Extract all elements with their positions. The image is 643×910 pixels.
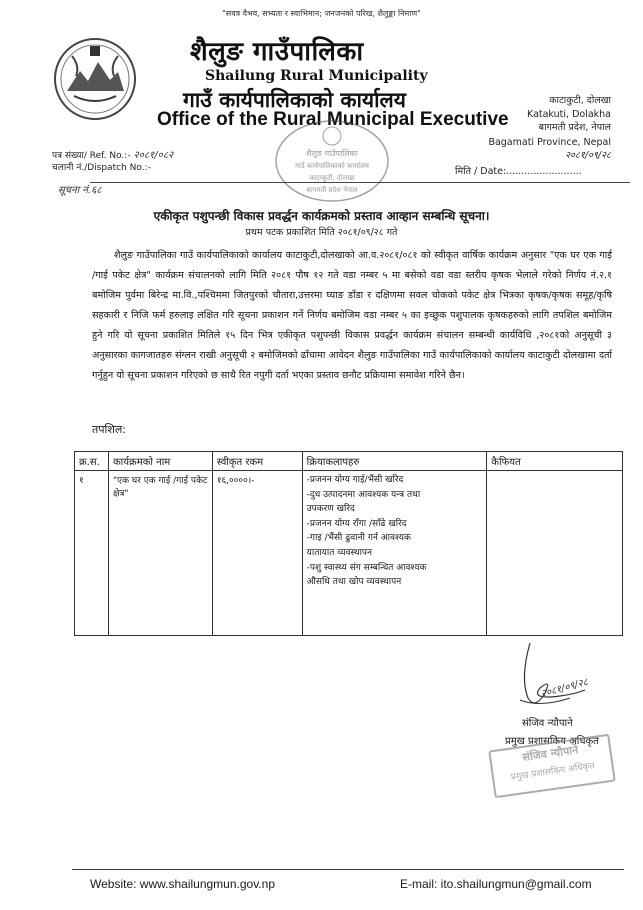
stamp-name: संजिव न्यौपाने <box>521 743 579 764</box>
address-line-3: बागमती प्रदेश, नेपाल <box>538 122 611 133</box>
activity-item: -दुध उत्पादनमा आवश्यक यन्त्र तथा <box>306 489 421 500</box>
cell-remarks <box>487 471 623 636</box>
activity-item: यातायात व्यवस्थापन <box>306 547 373 558</box>
col-header-program: कार्यक्रमको नाम <box>108 452 212 471</box>
col-header-activities: क्रियाकलापहरु <box>302 452 487 471</box>
signatory-name: संजिव न्यौपाने <box>522 718 573 729</box>
activity-item: औसधि तथा खोप व्यवस्थापन <box>306 577 402 588</box>
handwritten-note: सूचना नं.६८ <box>58 185 102 196</box>
program-table <box>74 451 623 636</box>
col-header-remarks: कैफियत <box>487 452 623 471</box>
notice-subject: एकीकृत पशुपन्छी विकास प्रवर्द्धन कार्यक्रमको प्रस्ताव आव्हान सम्बन्धि सूचना। <box>153 209 490 223</box>
address-date: २०८१/०९/२८ <box>565 150 611 161</box>
details-label: तपशिल: <box>92 423 127 436</box>
office-name-np: गाउँ कार्यपालिकाको कार्यालय <box>183 88 406 112</box>
cell-amount: १६,००००।- <box>212 471 302 636</box>
signature-date: २०८१/०९/२८ <box>539 676 590 701</box>
signatory-title: प्रमुख प्रशासकिय अधिकृत <box>505 736 599 747</box>
municipality-name-np: शैलुङ गाउँपालिका <box>190 37 364 67</box>
nepal-emblem-icon <box>52 36 138 122</box>
municipality-name-en: Shailung Rural Municipality <box>205 68 428 84</box>
ref-value: २०८१/०८२ <box>133 150 174 161</box>
col-header-amount: स्वीकृत रकम <box>212 452 302 471</box>
date-field: मिति / Date:......................... <box>455 166 582 177</box>
notice-body <box>92 246 612 386</box>
table-row <box>75 471 623 636</box>
office-stamp <box>272 118 392 204</box>
cell-program: "एक घर एक गाई /गाई पकेट क्षेत्र" <box>108 471 212 636</box>
stamp-title: प्रमुख प्रशासकिय अधिकृत <box>510 761 596 783</box>
notice-paragraph: शैलुङ गाउँपालिका गाउँ कार्यपालिकाको कार्यालय काटाकुटी,दोलखाको आ.व.२०८१/०८१ को स्वीकृत वार्षिक कार्यक्रम अनुसार "एक घर एक गाई /गाई पकेट क्षेत्र" कार्यक्रम संचालनको लागि मिति २०८१ पौष १२ गते वडा नम्बर ५ मा बसेको वडा वडा स्तरीय कृषक भेलाले गरेको निर्णय नं.२.१ बमोजिम पुर्वमा बिरेन्द्र मा.वि.,पश्चिममा जितपुरको चौतारा,उत्तरमा घ्याङ डाँडा र दक्षिणमा सवल चोकको पकेट क्षेत्र भित्रका कृषक/कृषक समूह/कृषि सहकारी र निजि फर्म हरुलाइ लक्षित गरि सूचना प्रकाशन गर्ने निर्णय बमोजिम वडा नम्बर ५ का इच्छुक पशुपालक कृषकहरुको लागि तपशिल बमोजिम हुने गरि यो सूचना प्रकाशित मितिले १५ दिन भित्र एकीकृत पशुपन्छी विकास प्रवर्द्धन कार्यक्रम संचालन सम्बन्धी कार्यविधि ,२०८१को अनुसूची ३ अनुसारका कागजातहरु संग्लन राखी अनुसूची २ बमोजिमको ढाँचामा आवेदन शैलुङ गाउँपालिका गाउँ कार्यपालिकाको कार्यालय काटाकुटी दोलखामा दर्ता गर्नुहुन यो सूचना प्रकाशन गरिएको छ साथै रित नपुगी दर्ता भएका प्रस्ताव छनौट प्रक्रियामा समावेश गरिने छैन। <box>92 250 612 381</box>
activity-item: -प्रजनन योग्य गाई/भैंसी खरिद <box>306 475 404 485</box>
motto: "सवत्र वैभव, सभ्यता र स्वाभिमान; जनजनको परिख, शैलुङ्का निमाण" <box>222 9 421 18</box>
stamp-line-1: शैलुङ गाउँपालिका <box>306 149 358 158</box>
table-header-row <box>75 452 623 471</box>
address-line-4: Bagamati Province, Nepal <box>488 137 611 148</box>
stamp-line-2: गाउँ कार्यपालिकाको कार्यालय <box>295 162 369 170</box>
ref-label: पत्र संख्या/ Ref. No.:- <box>52 151 131 161</box>
publication-date: प्रथम पटक प्रकाशित मिति २०८१/०९/२८ गते <box>245 227 398 238</box>
activity-item: -पशु स्वास्थ्य संग सम्बन्धित आवश्यक <box>306 562 427 573</box>
office-name-en: Office of the Rural Municipal Executive <box>157 109 509 130</box>
activity-item: -गाइ /भैंसी ढुवानी गर्न आवश्यक <box>306 533 411 544</box>
col-header-sn: क्र.स. <box>75 452 109 471</box>
footer-separator <box>72 869 624 870</box>
activity-item: -प्रजनन योग्य राँगा /साँढे खरिद <box>306 518 407 529</box>
footer-email: E-mail: ito.shailungmun@gmail.com <box>400 877 592 891</box>
address-line-1: काटाकुटी, दोलखा <box>549 95 611 106</box>
footer-website: Website: www.shailungmun.gov.np <box>90 877 275 891</box>
cell-sn: १ <box>75 471 109 636</box>
cell-activities <box>302 471 487 636</box>
dispatch-no: चलानी नं./Dispatch No.:- <box>52 163 151 173</box>
stamp-line-3: काटाकुटी, दोलखा <box>309 174 355 182</box>
activity-item: उपकरण खरिद <box>306 504 355 515</box>
stamp-line-4: बागमती प्रदेश नेपाल <box>306 186 358 194</box>
address-line-2: Katakuti, Dolakha <box>527 109 611 120</box>
ref-no <box>52 147 173 161</box>
